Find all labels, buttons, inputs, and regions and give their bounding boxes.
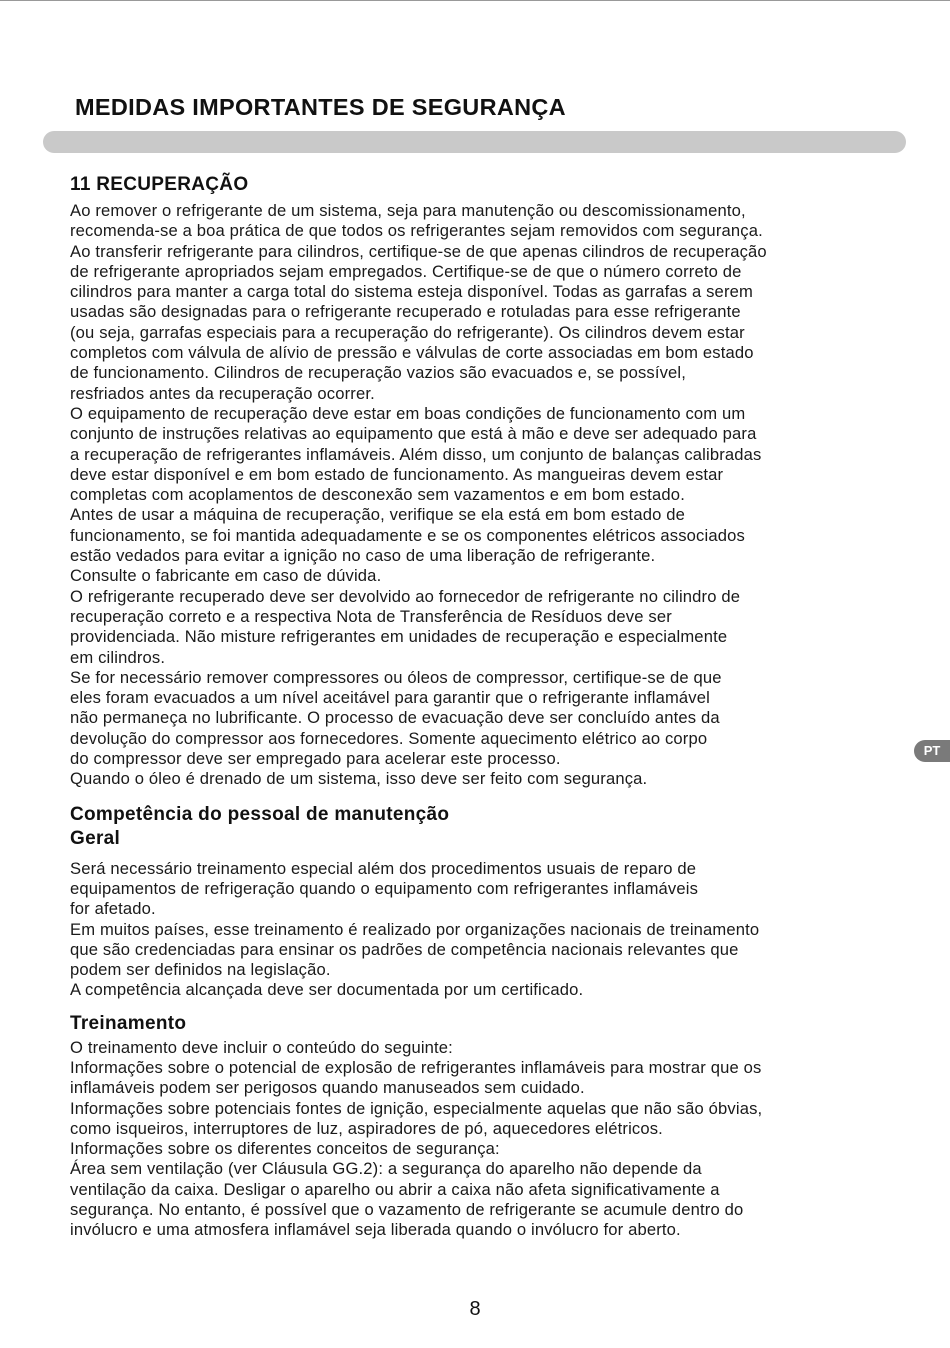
paragraph: O refrigerante recuperado deve ser devolvido ao fornecedor de refrigerante no cilindro de recuperação correto e a respectiva Nota de Transferência de Resíduos deve ser providenciada. Não misture refrigerantes em unidades de recuperação e especialmente em cilindros.: [70, 586, 741, 667]
page-number: 8: [469, 1298, 481, 1320]
paragraph: Ao remover o refrigerante de um sistema, seja para manutenção ou descomissionamento, recomenda-se a boa prática de que todos os refrigerantes sejam removidos com segurança. Ao transferir refrigerante para cilindros, certifique-se de que apenas cilindros de recuperação de refrigerante apropriados sejam empregados. Certifique-se de que o número correto de cilindros para manter a carga total do sistema esteja disponível. Todas as garrafas a serem usadas são designadas para o refrigerante recuperado e rotuladas para esse refrigerante (ou seja, garrafas especiais para a recuperação do refrigerante). Os cilindros devem estar completos com válvula de alívio de pressão e válvulas de corte associadas em bom estado de funcionamento. Cilindros de recuperação vazios são evacuados e, se possível, resfriados antes da recuperação ocorrer.: [70, 201, 767, 403]
header-decorative-bar: [43, 131, 906, 153]
paragraph: Informações sobre os diferentes conceitos de segurança:: [70, 1139, 500, 1159]
paragraph: Quando o óleo é drenado de um sistema, isso deve ser feito com segurança.: [70, 769, 648, 789]
paragraph: Se for necessário remover compressores ou óleos de compressor, certifique-se de que eles foram evacuados a um nível aceitável para garantir que o refrigerante inflamável não permaneça no lubrificante. O processo de evacuação deve ser concluído antes da devolução do compressor aos fornecedores. Somente aquecimento elétrico ao corpo do compressor deve ser empregado para acelerar este processo.: [70, 667, 722, 769]
top-border-line: [0, 0, 950, 1]
page-title: MEDIDAS IMPORTANTES DE SEGURANÇA: [75, 94, 566, 120]
document-body: [70, 173, 900, 1241]
section-heading-recuperacao: 11 RECUPERAÇÃO: [70, 174, 249, 195]
paragraph: A competência alcançada deve ser documentada por um certificado.: [70, 980, 584, 1000]
language-tab: PT: [914, 740, 950, 762]
paragraph: Antes de usar a máquina de recuperação, verifique se ela está em bom estado de funcionamento, se foi mantida adequadamente e se os componentes elétricos associados estão vedados para evitar a ignição no caso de uma liberação de refrigerante.: [70, 505, 745, 566]
paragraph: Consulte o fabricante em caso de dúvida.: [70, 566, 382, 586]
section-heading-treinamento: Treinamento: [70, 1012, 187, 1034]
paragraph: Informações sobre o potencial de explosão de refrigerantes inflamáveis para mostrar que os inflamáveis podem ser perigosos quando manuseados sem cuidado.: [70, 1057, 762, 1098]
section-heading-competencia: Competência do pessoal de manutenção: [70, 803, 450, 825]
paragraph: O equipamento de recuperação deve estar em boas condições de funcionamento com um conjunto de instruções relativas ao equipamento que está à mão e deve ser adequado para a recuperação de refrigerantes inflamáveis. Além disso, um conjunto de balanças calibradas deve estar disponível e em bom estado de funcionamento. As mangueiras devem estar completas com acoplamentos de desconexão sem vazamentos e em bom estado.: [70, 403, 762, 505]
paragraph: Em muitos países, esse treinamento é realizado por organizações nacionais de treinamento que são credenciadas para ensinar os padrões de competência nacionais relevantes que podem ser definidos na legislação.: [70, 919, 760, 980]
paragraph: Informações sobre potenciais fontes de ignição, especialmente aquelas que não são óbvias, como isqueiros, interruptores de luz, aspiradores de pó, aquecedores elétricos.: [70, 1098, 763, 1138]
subheading-geral: Geral: [70, 827, 121, 849]
paragraph: O treinamento deve incluir o conteúdo do seguinte:: [70, 1037, 453, 1057]
paragraph: Área sem ventilação (ver Cláusula GG.2): a segurança do aparelho não depende da ventilação da caixa. Desligar o aparelho ou abrir a caixa não afeta significativamente a segurança. No entanto, é possível que o vazamento de refrigerante se acumule dentro do invólucro e uma atmosfera inflamável seja liberada quando o invólucro for aberto.: [70, 1159, 744, 1240]
paragraph: Será necessário treinamento especial além dos procedimentos usuais de reparo de equipamentos de refrigeração quando o equipamento com refrigerantes inflamáveis for afetado.: [70, 858, 699, 919]
